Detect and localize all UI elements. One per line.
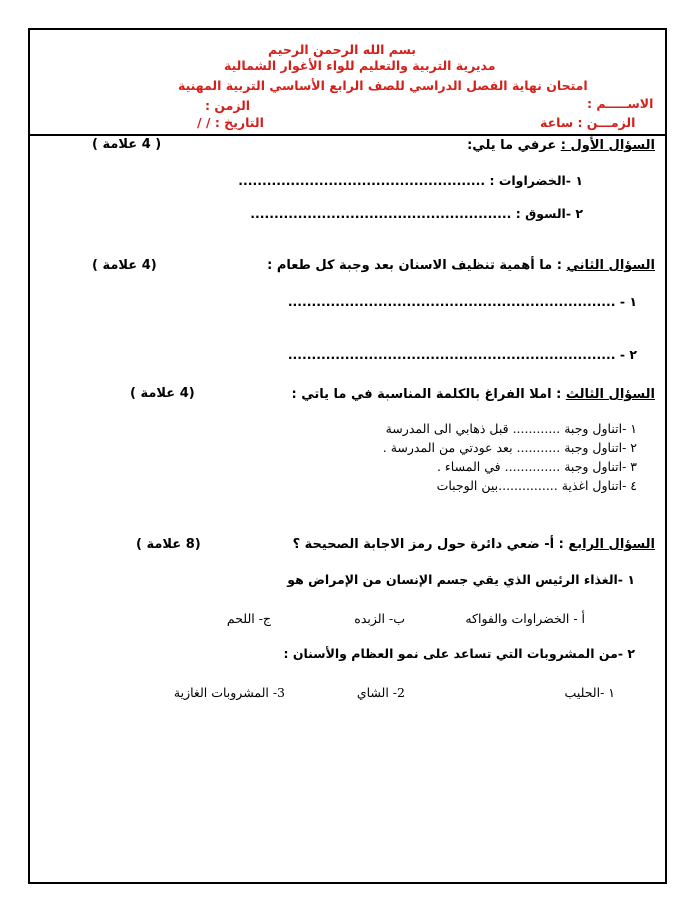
q2-item-2: ٢ - ..................................................................... [287, 347, 637, 362]
name-label: الاســـــم : [587, 96, 654, 111]
q4-sub2-option-1[interactable]: ١ -الحليب [564, 685, 615, 700]
basmala: بسم الله الرحمن الرحيم [268, 42, 416, 57]
q3-prompt: : املا الفراغ بالكلمة المناسبة في ما ياتي : [291, 387, 562, 402]
q3-item-2: ٢ -اتناول وجبة ........... بعد عودتي من المدرسة . [382, 440, 637, 455]
q3-item-4: ٤ -اتناول اغذية ...............بين الوجبات [436, 478, 637, 493]
q2-title: السؤال الثاني [566, 258, 655, 273]
date-label: التاريخ : / / [197, 115, 264, 130]
q3-title: السؤال الثالث [565, 387, 655, 402]
q3-item-1: ١ -اتناول وجبة ............ قبل ذهابي الى المدرسة [385, 421, 637, 436]
q4-sub2-option-3[interactable]: 3- المشروبات الغازية [173, 685, 285, 700]
q4-sub2-question: ٢ -من المشروبات التي تساعد على نمو العظام والأسنان : [283, 646, 635, 661]
q1-mark: ( 4 علامة ) [92, 137, 162, 152]
q4-sub2-option-2[interactable]: 2- الشاي [356, 685, 405, 700]
q4-heading [293, 537, 655, 552]
q2-item-1: ١ - ..................................................................... [287, 294, 637, 309]
q4-sub1-option-a[interactable]: أ - الخضراوات والفواكه [465, 611, 585, 626]
time-label: الزمن : [205, 98, 251, 113]
header-divider [30, 134, 665, 136]
q4-sub1-question: ١ -الغذاء الرئيس الذي يقي جسم الإنسان من الإمراض هو [287, 572, 635, 587]
q3-item-3: ٣ -اتناول وجبة .............. في المساء . [436, 459, 637, 474]
q1-prompt: عرفي ما يلي: [467, 138, 557, 153]
q3-mark: (4 علامة ) [130, 386, 195, 401]
q4-sub1-option-b[interactable]: ب- الزبده [354, 611, 405, 626]
q3-heading [291, 387, 655, 402]
q2-mark: (4 علامة ) [92, 258, 157, 273]
exam-title: امتحان نهاية الفصل الدراسي للصف الرابع الأساسي التربية المهنية [178, 78, 588, 93]
q1-item-1: ١ -الخضراوات : .................................................... [238, 173, 583, 188]
q1-title: السؤال الأول : [560, 138, 655, 153]
directorate-title: مديرية التربية والتعليم للواء الأغوار الشمالية [224, 58, 496, 73]
page-border [28, 28, 667, 884]
q4-title: السؤال الرابع [568, 537, 655, 552]
q2-heading [267, 258, 655, 273]
q4-mark: (8 علامة ) [136, 537, 201, 552]
duration-label: الزمـــن : ساعة [540, 115, 636, 130]
q2-prompt: : ما أهمية تنظيف الاسنان بعد وجبة كل طعام : [267, 258, 562, 273]
q1-item-2: ٢ -السوق : ....................................................... [250, 206, 583, 221]
q4-sub1-option-c[interactable]: ج- اللحم [226, 611, 271, 626]
q1-heading [467, 138, 655, 153]
q4-prompt: : أ- ضعي دائرة حول رمز الاجابة الصحيحة ؟ [292, 537, 564, 552]
